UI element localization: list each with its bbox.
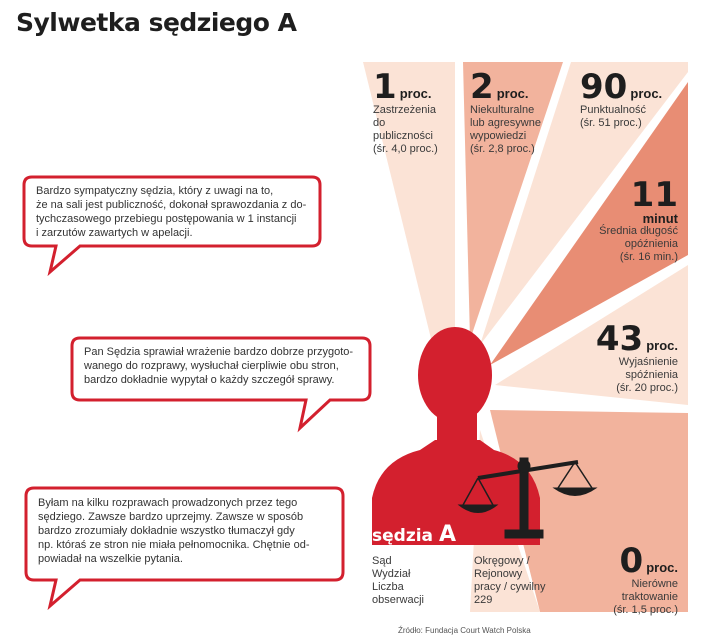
info-values: Okręgowy / Rejonowy pracy / cywilny 229 [474,555,546,606]
stat-unequal-treatment [558,541,678,617]
page-title: Sylwetka sędziego A [16,8,297,37]
stat-label: Średnia długość opóźnienia (śr. 16 min.) [599,225,678,263]
stat-unit: proc. [496,86,529,101]
stat-unit: proc. [399,86,432,101]
stat-delay-explanation [538,319,678,395]
source-note: Źródło: Fundacja Court Watch Polska [398,626,531,635]
stat-punctuality [580,67,663,130]
judge-label-prefix: sędzia [372,526,434,546]
stat-value: 11 [630,175,678,215]
stat-unit: minut [642,211,678,226]
stat-average-delay [558,175,678,264]
stat-unit: proc. [646,560,678,575]
stat-value: 2 [470,67,494,107]
info-labels: Sąd Wydział Liczba obserwacji [372,555,424,606]
stat-label: Niekulturalne lub agresywne wypowiedzi (śr. 2,8 proc.) [470,104,541,155]
stat-label: Wyjaśnienie spóźnienia (śr. 20 proc.) [616,356,678,394]
stat-unit: proc. [646,338,678,353]
stat-label: Nierówne traktowanie (śr. 1,5 proc.) [613,578,678,616]
stat-rude-remarks [470,67,541,156]
stat-public-objections [373,67,438,156]
stat-value: 43 [595,319,644,359]
judge-label-letter: A [438,522,456,547]
stat-value: 90 [580,67,628,107]
stat-label: Zastrzeżenia do publiczności (śr. 4,0 proc.) [373,104,438,155]
quote-text-1: Bardzo sympatyczny sędzia, który z uwagi na to, że na sali jest publiczność, dokonał sprawozdania z do- tychczasowego przebiegu postępowania w 1 instancji i zarzutów zawartych w apelacji. [36,185,307,239]
stat-value: 1 [373,67,397,107]
stat-unit: proc. [630,86,663,101]
stat-label: Punktualność (śr. 51 proc.) [580,104,647,129]
quote-text-3: Byłam na kilku rozprawach prowadzonych przez tego sędziego. Zawsze bardzo uprzejmy. Zawsze w sposób bardzo zrozumiały dokładnie wszystko tłumaczył gdy np. któraś ze stron nie miała pełnomocnika. Chętnie od- powiadał na wszelkie pytania. [38,497,310,565]
quote-text-2: Pan Sędzia sprawiał wrażenie bardzo dobrze przygoto- wanego do rozprawy, wysłuchał cierpliwie obu stron, bardzo dokładnie wypytał o każdy szczegół sprawy. [84,346,354,386]
judge-label [372,522,456,547]
stat-value: 0 [619,541,644,581]
